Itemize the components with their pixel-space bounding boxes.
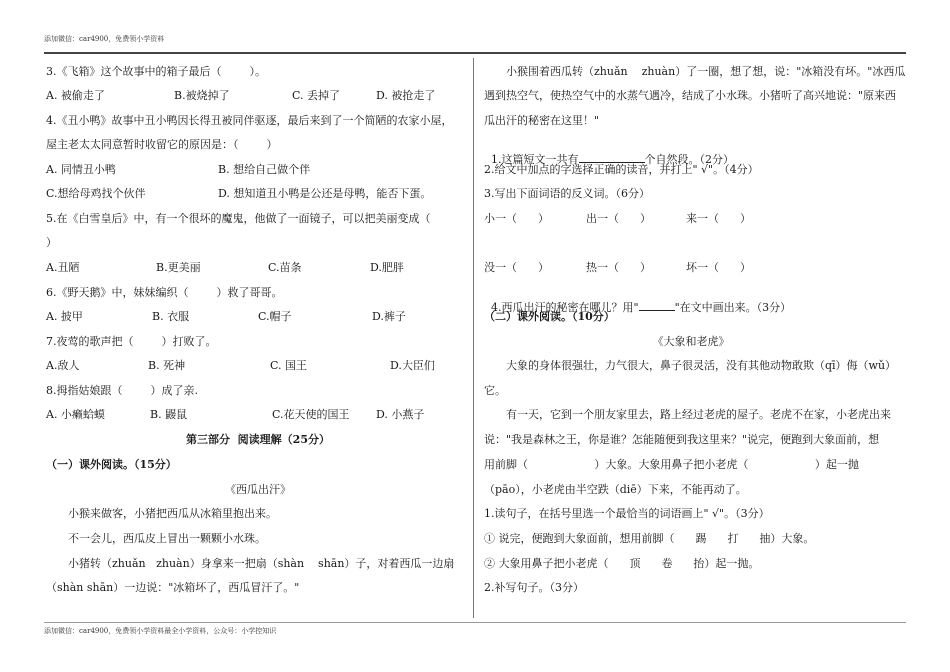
antonym-lai: 来一（ ） bbox=[686, 212, 751, 225]
story-2-line-5: 用前脚（ ）大象。大象用鼻子把小老虎（ ）起一抛 bbox=[484, 458, 859, 471]
reading-question-3: 3.写出下面词语的反义词。（6分） bbox=[484, 187, 650, 200]
story-1-para-3-line-1: 小猪转（zhuǎn zhuàn）身拿来一把扇（shàn shān）子，对着西瓜一边扇 bbox=[68, 557, 455, 570]
story-2-line-4: 说："我是森林之王，你是谁？怎能随便到我这里来？"说完，便跑到大象面前，想 bbox=[484, 433, 880, 446]
reading-question-2: 2.给文中加点的字选择正确的读音，并打上" √"。（4分） bbox=[484, 163, 759, 176]
q6-option-c: C.帽子 bbox=[258, 310, 292, 323]
question-5-line-2: ） bbox=[46, 236, 57, 249]
q3-option-c: C. 丢掉了 bbox=[292, 89, 341, 102]
story-1-para-4-line-3: 瓜出汗的秘密在这里！" bbox=[484, 114, 600, 127]
q3-option-b: B.被烧掉了 bbox=[174, 89, 230, 102]
question-6: 6.《野天鹅》中，妹妹编织（ ）救了哥哥。 bbox=[46, 286, 283, 299]
q5-option-d: D.肥胖 bbox=[370, 261, 404, 274]
story-1-para-3-line-2: （shàn shān）一边说："冰箱坏了，西瓜冒汗了。" bbox=[46, 581, 300, 594]
q7-option-b: B. 死神 bbox=[148, 359, 186, 372]
question-4-line-1: 4.《丑小鸭》故事中丑小鸭因长得丑被同伴驱逐，最后来到了一个简陋的农家小屋， bbox=[46, 114, 453, 127]
story-2-title: 《大象和老虎》 bbox=[652, 335, 730, 348]
rq5-sentence-2: ② 大象用鼻子把小老虎（ 顶 卷 抬）起一抛。 bbox=[484, 557, 760, 570]
q5-option-b: B.更美丽 bbox=[156, 261, 201, 274]
rq1-text-b: 个自然段。（2分） bbox=[644, 153, 734, 166]
column-divider bbox=[473, 58, 474, 618]
question-8: 8.拇指姑娘跟（ ）成了亲. bbox=[46, 384, 198, 397]
antonym-re: 热一（ ） bbox=[586, 261, 651, 274]
q7-option-a: A.敌人 bbox=[46, 359, 80, 372]
question-7: 7.夜莺的歌声把（ ）打败了。 bbox=[46, 335, 217, 348]
rq4-text-b: "在文中画出来。（3分） bbox=[674, 301, 792, 314]
q8-option-a: A. 小癞蛤蟆 bbox=[46, 408, 105, 421]
story-1-title: 《西瓜出汗》 bbox=[225, 483, 291, 496]
story-2-line-6: （pāo），小老虎由半空跌（diē）下来，不能再动了。 bbox=[484, 483, 747, 496]
q8-option-d: D. 小燕子 bbox=[376, 408, 425, 421]
section-1-title: （一）课外阅读。（15分） bbox=[46, 458, 177, 471]
rq1-text-a: 1.这篇短文一共有 bbox=[491, 153, 579, 166]
antonym-chu: 出一（ ） bbox=[586, 212, 651, 225]
q4-option-a: A. 同情丑小鸭 bbox=[46, 163, 116, 176]
q6-option-b: B. 衣服 bbox=[152, 310, 190, 323]
q3-option-d: D. 被抢走了 bbox=[376, 89, 436, 102]
q5-option-a: A.丑陋 bbox=[46, 261, 80, 274]
q8-option-c: C.花天使的国王 bbox=[272, 408, 350, 421]
header-note: 添加微信：car4900，免费领小学资料 bbox=[44, 35, 165, 43]
rq5-sentence-1: ① 说完，便跑到大象面前，想用前脚（ 踢 打 抽）大象。 bbox=[484, 532, 815, 545]
q6-option-d: D.裤子 bbox=[372, 310, 406, 323]
footer-note: 添加微信：car4900，免费领小学资料最全小学资料，公众号：小学控知识 bbox=[44, 627, 277, 635]
q8-option-b: B. 鼹鼠 bbox=[150, 408, 188, 421]
q5-option-c: C.苗条 bbox=[268, 261, 302, 274]
story-2-line-2: 它。 bbox=[484, 384, 506, 397]
q7-option-c: C. 国王 bbox=[270, 359, 308, 372]
story-1-para-4-line-1: 小猴围着西瓜转（zhuǎn zhuàn）了一圈，想了想，说："冰箱没有坏。"冰西瓜 bbox=[506, 65, 906, 78]
question-4-line-2: 屋主老太太同意暂时收留它的原因是：（ ） bbox=[46, 138, 278, 151]
story-2-line-1: 大象的身体很强壮，力气很大，鼻子很灵活，没有其他动物敢欺（qī）侮（wǔ） bbox=[506, 359, 897, 372]
antonym-xiao: 小一（ ） bbox=[484, 212, 549, 225]
question-5-line-1: 5.在《白雪皇后》中，有一个很坏的魔鬼，他做了一面镜子，可以把美丽变成（ bbox=[46, 212, 431, 225]
story-2-line-3: 有一天，它到一个朋友家里去，路上经过老虎的屋子。老虎不在家，小老虎出来 bbox=[506, 408, 891, 421]
reading-question-6: 2.补写句子。（3分） bbox=[484, 581, 584, 594]
rq4-text-a: 4.西瓜出汗的秘密在哪儿？用" bbox=[491, 301, 639, 314]
question-3: 3.《飞箱》这个故事中的箱子最后（ ）。 bbox=[46, 65, 266, 78]
underline-mark-blank[interactable] bbox=[639, 300, 675, 311]
story-1-para-2: 不一会儿，西瓜皮上冒出一颗颗小水珠。 bbox=[68, 532, 266, 545]
antonym-huai: 坏一（ ） bbox=[686, 261, 751, 274]
q4-option-d: D. 想知道丑小鸭是公还是母鸭，能否下蛋。 bbox=[218, 187, 432, 200]
q7-option-d: D.大臣们 bbox=[390, 359, 435, 372]
reading-question-5: 1.读句子，在括号里选一个最恰当的词语画上" √"。（3分） bbox=[484, 507, 770, 520]
part-3-title: 第三部分 阅读理解（25分） bbox=[186, 433, 330, 446]
q4-option-c: C.想给母鸡找个伙伴 bbox=[46, 187, 146, 200]
q4-option-b: B. 想给自己做个伴 bbox=[218, 163, 311, 176]
story-1-para-4-line-2: 遇到热空气，使热空气中的水蒸气遇冷，结成了小水珠。小猪听了高兴地说："原来西 bbox=[484, 89, 897, 102]
story-1-para-1: 小猴来做客，小猪把西瓜从冰箱里抱出来。 bbox=[68, 507, 277, 520]
footer-rule bbox=[44, 622, 906, 623]
q6-option-a: A. 披甲 bbox=[46, 310, 83, 323]
antonym-mei: 没一（ ） bbox=[484, 261, 549, 274]
q3-option-a: A. 被偷走了 bbox=[46, 89, 105, 102]
section-2-title: （二）课外阅读。（10分） bbox=[484, 310, 615, 323]
header-rule bbox=[44, 52, 906, 54]
